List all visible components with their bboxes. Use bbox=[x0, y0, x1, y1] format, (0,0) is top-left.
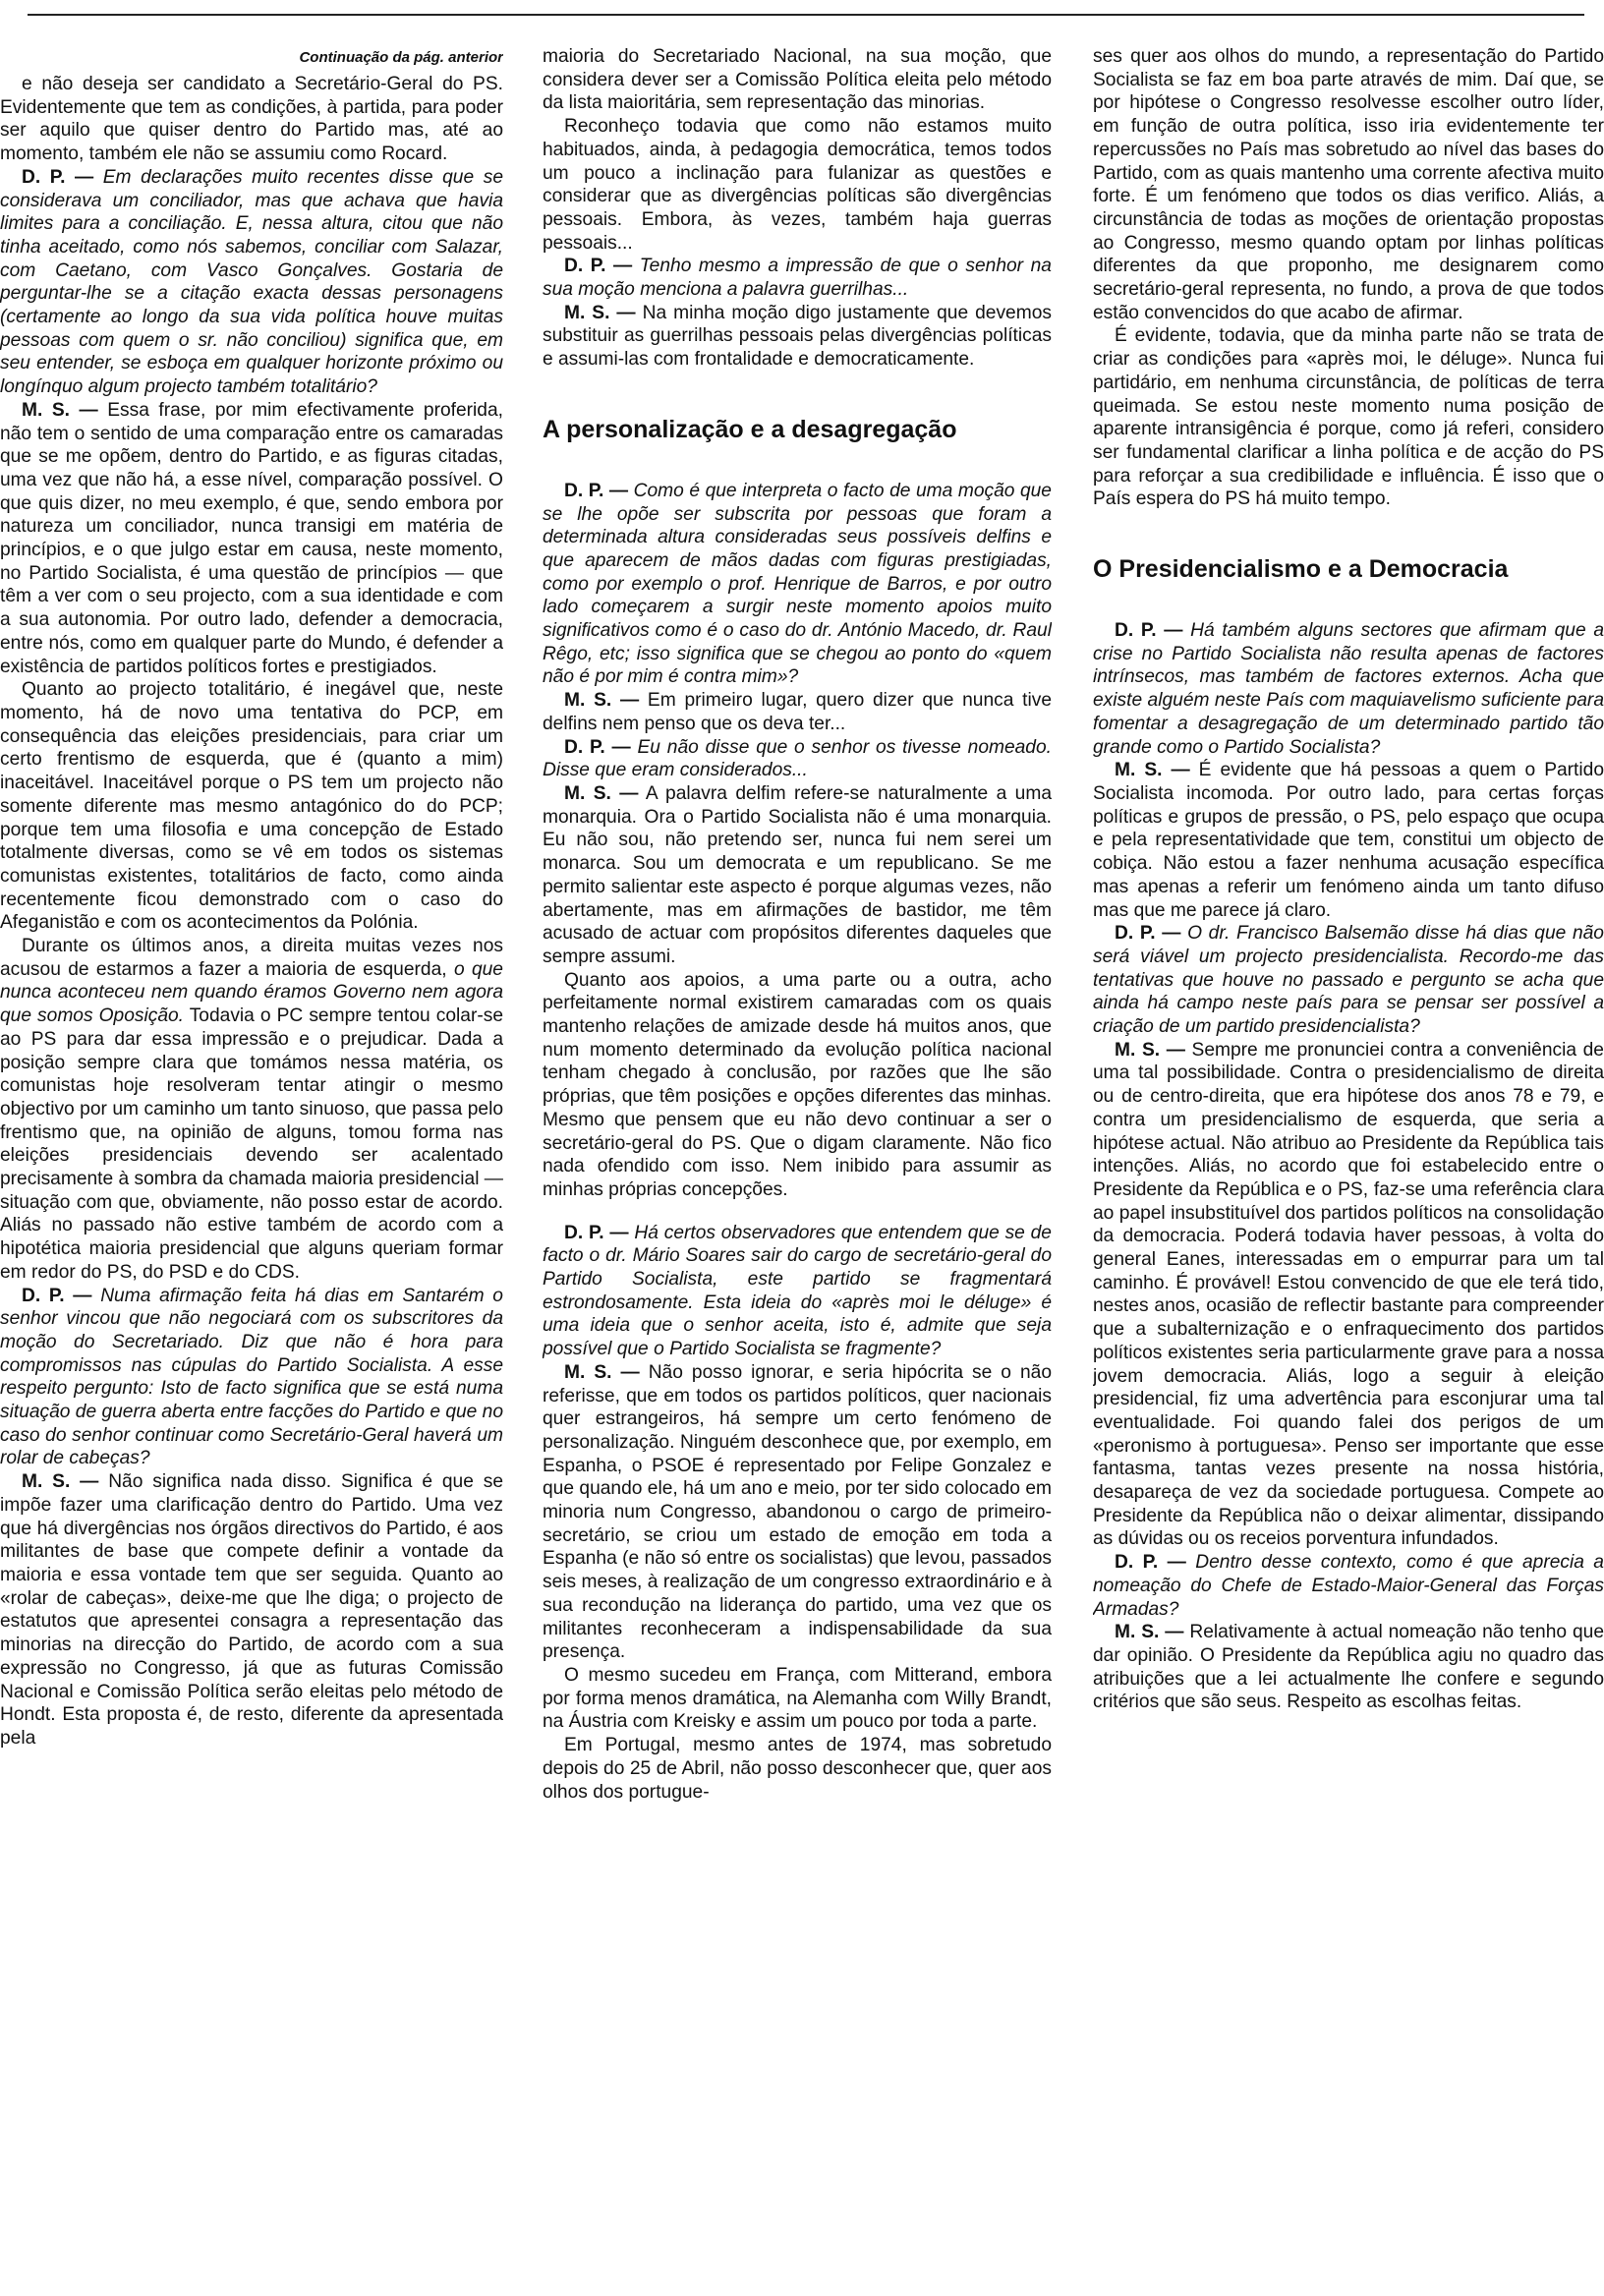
question-text: Dentro desse contexto, como é que aprecia a nomeação do Chefe de Estado-Maior-General das Forças Armadas? bbox=[1093, 1552, 1604, 1620]
answer-text: Na minha moção digo justamente que devemos substituir as guerrilhas pessoais pelas divergências políticas e assumi-las com frontalidade e democraticamente. bbox=[543, 302, 1052, 371]
answer-text: Não posso ignorar, e seria hipócrita se o não referisse, que em todos os partidos políticos, quer nacionais quer estrangeiros, há sempre um certo fenómeno de personalização. Ninguém desconhece que, por exemplo, em Espanha, o PSOE é representado por Felipe Gonzalez e que quando ele, há um ano e meio, por ter sido colocado em minoria num Congresso, abandonou o cargo de primeiro-secretário, se criou um estado de emoção em toda a Espanha (e não só entre os socialistas) que levou, passados seis meses, à realização de um congresso extraordinário e à sua recondução na liderança do partido, uma vez que os militantes reconheceram a indispensabilidade da sua presença. bbox=[543, 1361, 1052, 1663]
interviewer-question bbox=[543, 480, 1052, 689]
interviewee-answer bbox=[1093, 1621, 1604, 1714]
speaker-label: D. P. — bbox=[564, 256, 633, 277]
paragraph bbox=[0, 935, 503, 1285]
interviewer-question bbox=[0, 166, 503, 399]
interviewer-question bbox=[1093, 922, 1604, 1039]
paragraph: Quanto aos apoios, a uma parte ou a outra, acho perfeitamente normal existirem camaradas com os quais mantenho relações de amizade desde há muitos anos, que num momento determinado da evolução política nacional tenham chegado à conclusão, por razões que lhe são próprias, que têm posições e opções diferentes das minhas. Mesmo que pensem que eu não devo continuar a ser o secretário-geral do PS. Que o digam claramente. Não fico nada ofendido com isso. Nem inibido para assumir as minhas próprias concepções. bbox=[543, 969, 1052, 1200]
interviewee-answer bbox=[543, 302, 1052, 372]
interviewee-answer bbox=[1093, 759, 1604, 922]
paragraph: Reconheço todavia que como não estamos muito habituados, ainda, à pedagogia democrática, temos todos um pouco a inclinação para fulanizar as questões e considerar que as divergências políticas são divergências pessoais. Embora, às vezes, também haja guerras pessoais... bbox=[543, 116, 1052, 254]
paragraph: É evidente, todavia, que da minha parte não se trata de criar as condições para «après moi, le déluge». Nunca fui partidário, em nenhuma circunstância, de políticas de terra queimada. Se estou neste momento numa posição de aparente intransigência é porque, como já referi, considero ser fundamental clarificar a linha política e de acção do PS para reforçar a sua credibilidade e influência. É isso que o País espera do PS há muito tempo. bbox=[1093, 325, 1604, 510]
speaker-label: M. S. — bbox=[564, 690, 640, 712]
speaker-label: D. P. — bbox=[564, 736, 631, 758]
interviewer-question bbox=[1093, 619, 1604, 759]
speaker-label: M. S. — bbox=[22, 399, 98, 421]
column-1 bbox=[0, 45, 503, 2276]
speaker-label: D. P. — bbox=[1115, 923, 1181, 945]
speaker-label: D. P. — bbox=[22, 1285, 92, 1306]
interviewee-answer bbox=[543, 1361, 1052, 1664]
paragraph: O mesmo sucedeu em França, com Mitterand, embora por forma menos dramática, na Alemanha com Willy Brandt, na Áustria com Kreisky e assim um pouco por toda a parte. bbox=[543, 1665, 1052, 1733]
answer-text: Em primeiro lugar, quero dizer que nunca tive delfins nem penso que os deva ter... bbox=[543, 690, 1052, 734]
paragraph-text: Todavia o PC sempre tentou colar-se ao PS para dar essa impressão e o prejudicar. Dada a posição sempre clara que tomámos nessa matéria, os comunistas hoje resolveram tentar atingir o mesmo objectivo por um caminho um tanto sinuoso, que passa pelo frentismo que, na opinião de alguns, tomou forma nas eleições presidenciais devendo ser acalentado precisamente à sombra da chamada maioria presidencial — situação com que, obviamente, não posso estar de acordo. Aliás no passado não estive também de acordo com a hipotética maioria presidencial que alguns queriam formar em redor do PS, do PSD e do CDS. bbox=[0, 1005, 503, 1283]
answer-text: Sempre me pronunciei contra a conveniência de uma tal possibilidade. Contra o presidencialismo de direita ou de centro-direita, que era hipótese dos anos 78 e 79, e contra um presidencialismo de esquerda, que seria a hipótese actual. Não atribuo ao Presidente da República tais intenções. Aliás, no acordo que foi estabelecido entre o Presidente da República e o PS, faz-se uma referência clara ao papel insubstituível dos partidos políticos na consolidação da democracia. Poderá todavia haver pessoas, à volta do general Eanes, interessadas em o empurrar para um tal caminho. É provável! Estou convencido de que ele terá tido, nestes anos, ocasião de reflectir bastante para compreender que a subalternização e o enfraquecimento dos partidos políticos existentes seria particularmente grave para a nossa jovem democracia. Aliás, logo a seguir à eleição presidencial, fiz uma advertência para esconjurar uma tal eventualidade. Foi quando falei dos perigos de um «peronismo à portuguesa». Penso ser importante que esse fantasma, tantas vezes presente na nossa história, desapareça de vez da sociedade portuguesa. Compete ao Presidente da República não o deixar alimentar, dissipando as dúvidas ou os receios porventura infundados. bbox=[1093, 1039, 1604, 1550]
question-text: Numa afirmação feita há dias em Santarém o senhor vincou que não negociará com os subscritores da moção do Secretariado. Diz que não é hora para compromissos nas cúpulas do Partido Socialista. A esse respeito pergunto: Isto de facto significa que se está numa situação de guerra aberta entre facções do Partido e que no caso do senhor continuar como Secretário-Geral haverá um rolar de cabeças? bbox=[0, 1285, 503, 1469]
header-rule bbox=[28, 14, 1584, 16]
interviewee-answer bbox=[543, 782, 1052, 969]
answer-text: Relativamente à actual nomeação não tenho que dar opinião. O Presidente da República agiu no quadro das atribuições que a lei actualmente lhe confere e segundo critérios que são seus. Respeito as escolhas feitas. bbox=[1093, 1622, 1604, 1713]
paragraph: Quanto ao projecto totalitário, é inegável que, neste momento, há de novo uma tentativa do PCP, em consequência das eleições presidenciais, para criar um certo frentismo de esquerda, que é (quanto a mim) inaceitável. Inaceitável porque o PS tem um projecto não somente diferente mas mesmo antagónico do do PCP; porque tem uma filosofia e uma concepção de Estado totalmente diversas, como se vê em todos os sistemas comunistas existentes, totalitários de facto, como ainda recentemente ficou demonstrado com o caso do Afeganistão e com os acontecimentos da Polónia. bbox=[0, 679, 503, 934]
interviewer-question bbox=[0, 1285, 503, 1471]
speaker-label: D. P. — bbox=[564, 1222, 629, 1243]
column-2 bbox=[543, 45, 1052, 2276]
interviewer-question bbox=[543, 255, 1052, 301]
paragraph: Em Portugal, mesmo antes de 1974, mas sobretudo depois do 25 de Abril, não posso desconhecer que, quer aos olhos dos portugue- bbox=[543, 1735, 1052, 1803]
interviewer-question bbox=[1093, 1551, 1604, 1621]
answer-text: É evidente que há pessoas a quem o Partido Socialista incomoda. Por outro lado, para certas forças políticas e grupos de pressão, o PS, pelo espaço que ocupa e pela representatividade que tem, constitui um objecto de cobiça. Não estou a fazer nenhuma acusação específica mas apenas a referir um fenómeno ainda um tanto difuso mas que me parece já claro. bbox=[1093, 760, 1604, 921]
interviewee-answer bbox=[543, 689, 1052, 735]
speaker-label: M. S. — bbox=[564, 302, 636, 323]
section-heading: O Presidencialismo e a Democracia bbox=[1093, 555, 1509, 584]
question-text: Há também alguns sectores que afirmam que a crise no Partido Socialista não resulta apenas de factores intrínsecos, mas também de factores externos. Acha que existe alguém neste País com maquiavelismo suficiente para fomentar a desagregação de um determinado partido tão grande como o Partido Socialista? bbox=[1093, 620, 1604, 758]
emphasis-text: o que nunca aconteceu nem quando éramos Governo nem agora que somos Oposição. bbox=[0, 958, 503, 1027]
speaker-label: D. P. — bbox=[1115, 620, 1183, 642]
paragraph-text: Durante os últimos anos, a direita muitas vezes nos acusou de estarmos a fazer a maioria de esquerda, bbox=[0, 936, 503, 980]
interviewer-question bbox=[543, 736, 1052, 782]
question-text: Como é que interpreta o facto de uma moção que se lhe opõe ser subscrita por pessoas que foram a determinada altura consideradas seus possíveis delfins e que aparecem de mãos dadas com figuras prestigiadas, como por exemplo o prof. Henrique de Barros, e por outro lado começarem a surgir neste momento apoios muito significativos como é o caso do dr. António Macedo, dr. Raul Rêgo, etc; isso significa que se chegou ao ponto do «quem não é por mim é contra mim»? bbox=[543, 480, 1052, 688]
speaker-label: D. P. — bbox=[564, 480, 629, 501]
paragraph: e não deseja ser candidato a Secretário-Geral do PS. Evidentemente que tem as condições, à partida, para poder ser aquilo que quiser dentro do Partido mas, até ao momento, também ele não se assumiu como Rocard. bbox=[0, 74, 503, 165]
answer-text: Essa frase, por mim efectivamente proferida, não tem o sentido de uma comparação entre os camaradas que se me opõem, dentro do Partido, e as figuras citadas, uma vez que não há, a esse nível, comparação possível. O que quis dizer, no meu exemplo, é que, sendo embora por natureza um conciliador, nunca transigi em matéria de princípios, e o que julgo estar em causa, neste momento, no Partido Socialista, é uma questão de princípios — que têm a ver com o seu projecto, com a sua identidade e com a sua autonomia. Por outro lado, defender a democracia, entre nós, como em qualquer parte do Mundo, é defender a existência de partidos políticos fortes e prestigiados. bbox=[0, 399, 503, 677]
interviewer-question bbox=[543, 1222, 1052, 1361]
speaker-label: M. S. — bbox=[1115, 1039, 1185, 1061]
speaker-label: M. S. — bbox=[22, 1471, 99, 1493]
speaker-label: M. S. — bbox=[1115, 1622, 1184, 1643]
speaker-label: M. S. — bbox=[564, 1361, 640, 1383]
paragraph: maioria do Secretariado Nacional, na sua moção, que considera dever ser a Comissão Política eleita pelo método da lista maioritária, sem representação das minorias. bbox=[543, 46, 1052, 114]
answer-text: Não significa nada disso. Significa é que se impõe fazer uma clarificação dentro do Partido. Uma vez que há divergências nos órgãos directivos do Partido, é aos militantes de base que compete definir a vontade da maioria e essa vontade tem que ser seguida. Quanto ao «rolar de cabeças», deixe-me que lhe diga; o projecto de estatutos que apresentei consagra a representação das minorias na direcção do Partido, de acordo com a sua expressão no Congresso, já que as futuras Comissão Nacional e Comissão Política serão eleitas pelo método de Hondt. Esta proposta é, de resto, diferente da apresentada pela bbox=[0, 1471, 503, 1749]
section-heading: A personalização e a desagregação bbox=[543, 415, 957, 443]
speaker-label: M. S. — bbox=[564, 782, 639, 804]
interviewee-answer bbox=[1093, 1039, 1604, 1551]
speaker-label: D. P. — bbox=[1115, 1552, 1186, 1574]
question-text: Tenho mesmo a impressão de que o senhor na sua moção menciona a palavra guerrilhas... bbox=[543, 256, 1052, 301]
question-text: O dr. Francisco Balsemão disse há dias que não será viável um projecto presidencialista. Recordo-me das tentativas que houve no passado e pergunto se acha que ainda há campo neste país para se pensar ser possível a criação de um partido presidencialista? bbox=[1093, 923, 1604, 1038]
question-text: Em declarações muito recentes disse que se considerava um conciliador, mas que achava que havia limites para a conciliação. E, nessa altura, citou que não tinha aceitado, como nós sabemos, conciliar com Salazar, com Caetano, com Vasco Gonçalves. Gostaria de perguntar-lhe se a citação exacta dessas personagens (certamente ao longo da sua vida política houve muitas pessoas com quem o sr. não conciliou) significa que, em seu entender, se esboça em qualquer horizonte próximo ou longínquo algum projecto também totalitário? bbox=[0, 166, 503, 398]
answer-text: A palavra delfim refere-se naturalmente a uma monarquia. Ora o Partido Socialista não é uma monarquia. Eu não sou, não pretendo ser, nunca fui nem serei um monarca. Sou um democrata e um republicano. Se me permito salientar este aspecto é porque algumas vezes, não abertamente, mas em afirmações de bastidor, me têm acusado de actuar com propósitos diferentes daqueles que sempre assumi. bbox=[543, 782, 1052, 967]
spacer bbox=[543, 1202, 1052, 1222]
speaker-label: D. P. — bbox=[22, 166, 94, 188]
interviewee-answer bbox=[0, 399, 503, 678]
continuation-note: Continuação da pág. anterior bbox=[299, 49, 503, 66]
paragraph: ses quer aos olhos do mundo, a representação do Partido Socialista se faz em boa parte através de mim. Daí que, se por hipótese o Congresso resolvesse escolher outro líder, em função de outra política, isso iria evidentemente ter repercussões no País mas sobretudo ao nível das bases do Partido, com as quais mantenho uma corrente afectiva muito forte. É um fenómeno que todos os dias verifico. Aliás, a circunstância de todas as moções de orientação propostas ao Congresso, mesmo quando optam por linhas políticas diferentes da que proponho, me designarem como secretário-geral representa, no fundo, a prova de que todos estão convencidos do que acabo de afirmar. bbox=[1093, 46, 1604, 323]
question-text: Eu não disse que o senhor os tivesse nomeado. Disse que eram considerados... bbox=[543, 736, 1052, 781]
question-text: Há certos observadores que entendem que se de facto o dr. Mário Soares sair do cargo de secretário-geral do Partido Socialista, este partido se fragmentará estrondosamente. Esta ideia do «après moi le déluge» é uma ideia que o senhor aceita, isto é, admite que seja possível que o Partido Socialista se fragmente? bbox=[543, 1222, 1052, 1360]
interviewee-answer bbox=[0, 1470, 503, 1750]
column-3 bbox=[1093, 45, 1604, 2276]
speaker-label: M. S. — bbox=[1115, 760, 1190, 781]
